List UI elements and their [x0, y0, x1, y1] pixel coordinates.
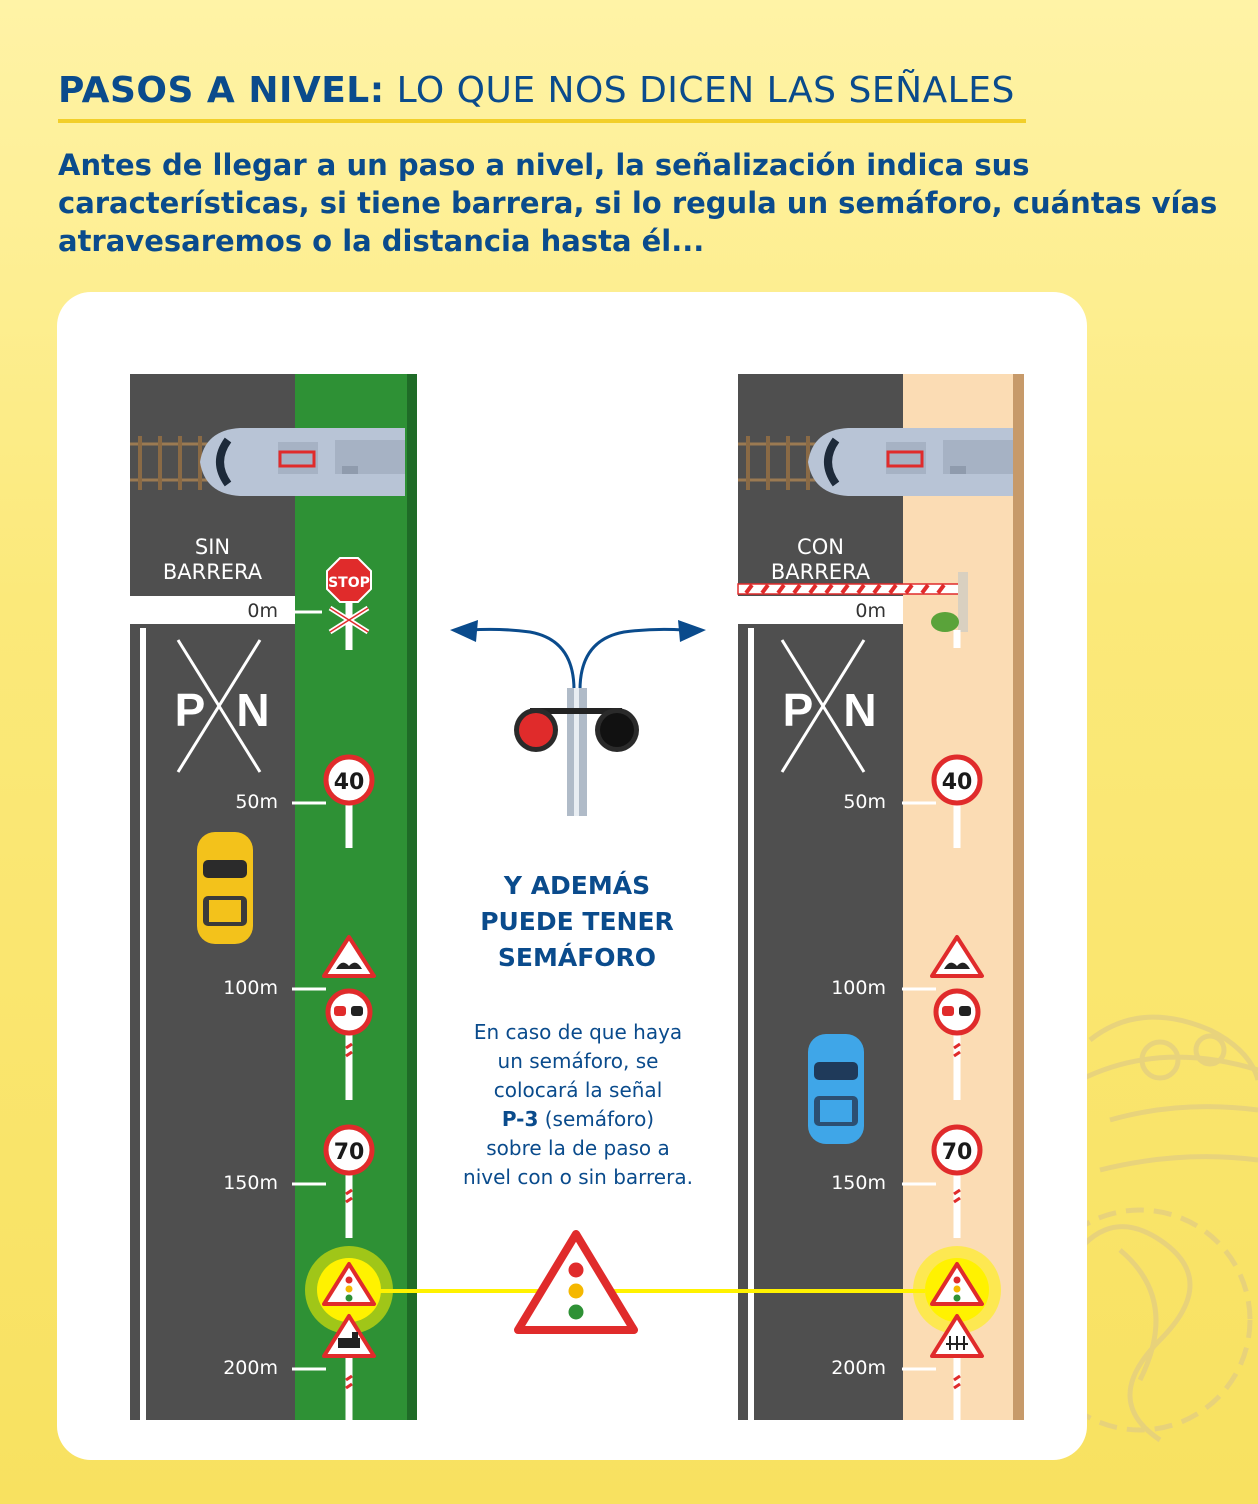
left-dist-100: 100m [223, 977, 278, 999]
speed-70-right-text: 70 [941, 1140, 973, 1165]
right-scene [738, 374, 1024, 1420]
speed-40-left-text: 40 [333, 770, 365, 795]
center-body-line2: un semáforo, se [497, 1049, 659, 1073]
right-dist-200: 200m [831, 1357, 886, 1379]
right-label-line2: BARRERA [770, 560, 871, 584]
train-left [200, 428, 405, 496]
center-body-line5: sobre la de paso a [486, 1136, 670, 1160]
left-dist-150: 150m [223, 1172, 278, 1194]
left-pn-p: P [174, 684, 206, 736]
center-heading-line3: SEMÁFORO [497, 943, 657, 972]
blue-car [808, 1034, 864, 1144]
right-dist-0: 0m [855, 600, 886, 622]
left-dist-200: 200m [223, 1357, 278, 1379]
left-label-line1: SIN [194, 535, 231, 559]
right-label-line1: CON [797, 535, 844, 559]
center-body [430, 1018, 726, 1192]
center-body-line4 [430, 1105, 726, 1134]
left-pn-n: N [236, 684, 270, 736]
center-traffic-light [450, 620, 706, 816]
center-heading [446, 868, 708, 976]
left-dist-50: 50m [235, 791, 278, 813]
center-heading-line1: Y ADEMÁS [503, 871, 651, 900]
right-dist-150: 150m [831, 1172, 886, 1194]
title-bold: PASOS A NIVEL: [58, 70, 385, 111]
stop-sign-text: STOP [328, 575, 370, 591]
intro-text: Antes de llegar a un paso a nivel, la señalización indica sus características, si tiene barrera, si lo regula un semáforo, cuántas vías atravesaremos o la distancia hasta él... [58, 148, 1218, 258]
title-light: LO QUE NOS DICEN LAS SEÑALES [396, 70, 1015, 111]
speed-40-right-text: 40 [941, 770, 973, 795]
center-body-line6: nivel con o sin barrera. [463, 1165, 693, 1189]
right-road-label [738, 535, 903, 585]
speed-70-left-text: 70 [333, 1140, 365, 1165]
left-label-line2: BARRERA [162, 560, 263, 584]
left-dist-0: 0m [247, 600, 278, 622]
center-heading-line2: PUEDE TENER [480, 907, 674, 936]
left-road-label [130, 535, 295, 585]
right-dist-50: 50m [843, 791, 886, 813]
right-dist-100: 100m [831, 977, 886, 999]
right-pn-p: P [782, 684, 814, 736]
center-body-line1: En caso de que haya [473, 1020, 683, 1044]
center-body-line3: colocará la señal [493, 1078, 663, 1102]
left-scene [130, 374, 417, 1420]
train-right [808, 428, 1013, 496]
yellow-car [197, 832, 253, 944]
p3-label: P-3 [501, 1107, 539, 1131]
p3-desc: (semáforo) [538, 1107, 655, 1131]
right-pn-n: N [843, 684, 877, 736]
